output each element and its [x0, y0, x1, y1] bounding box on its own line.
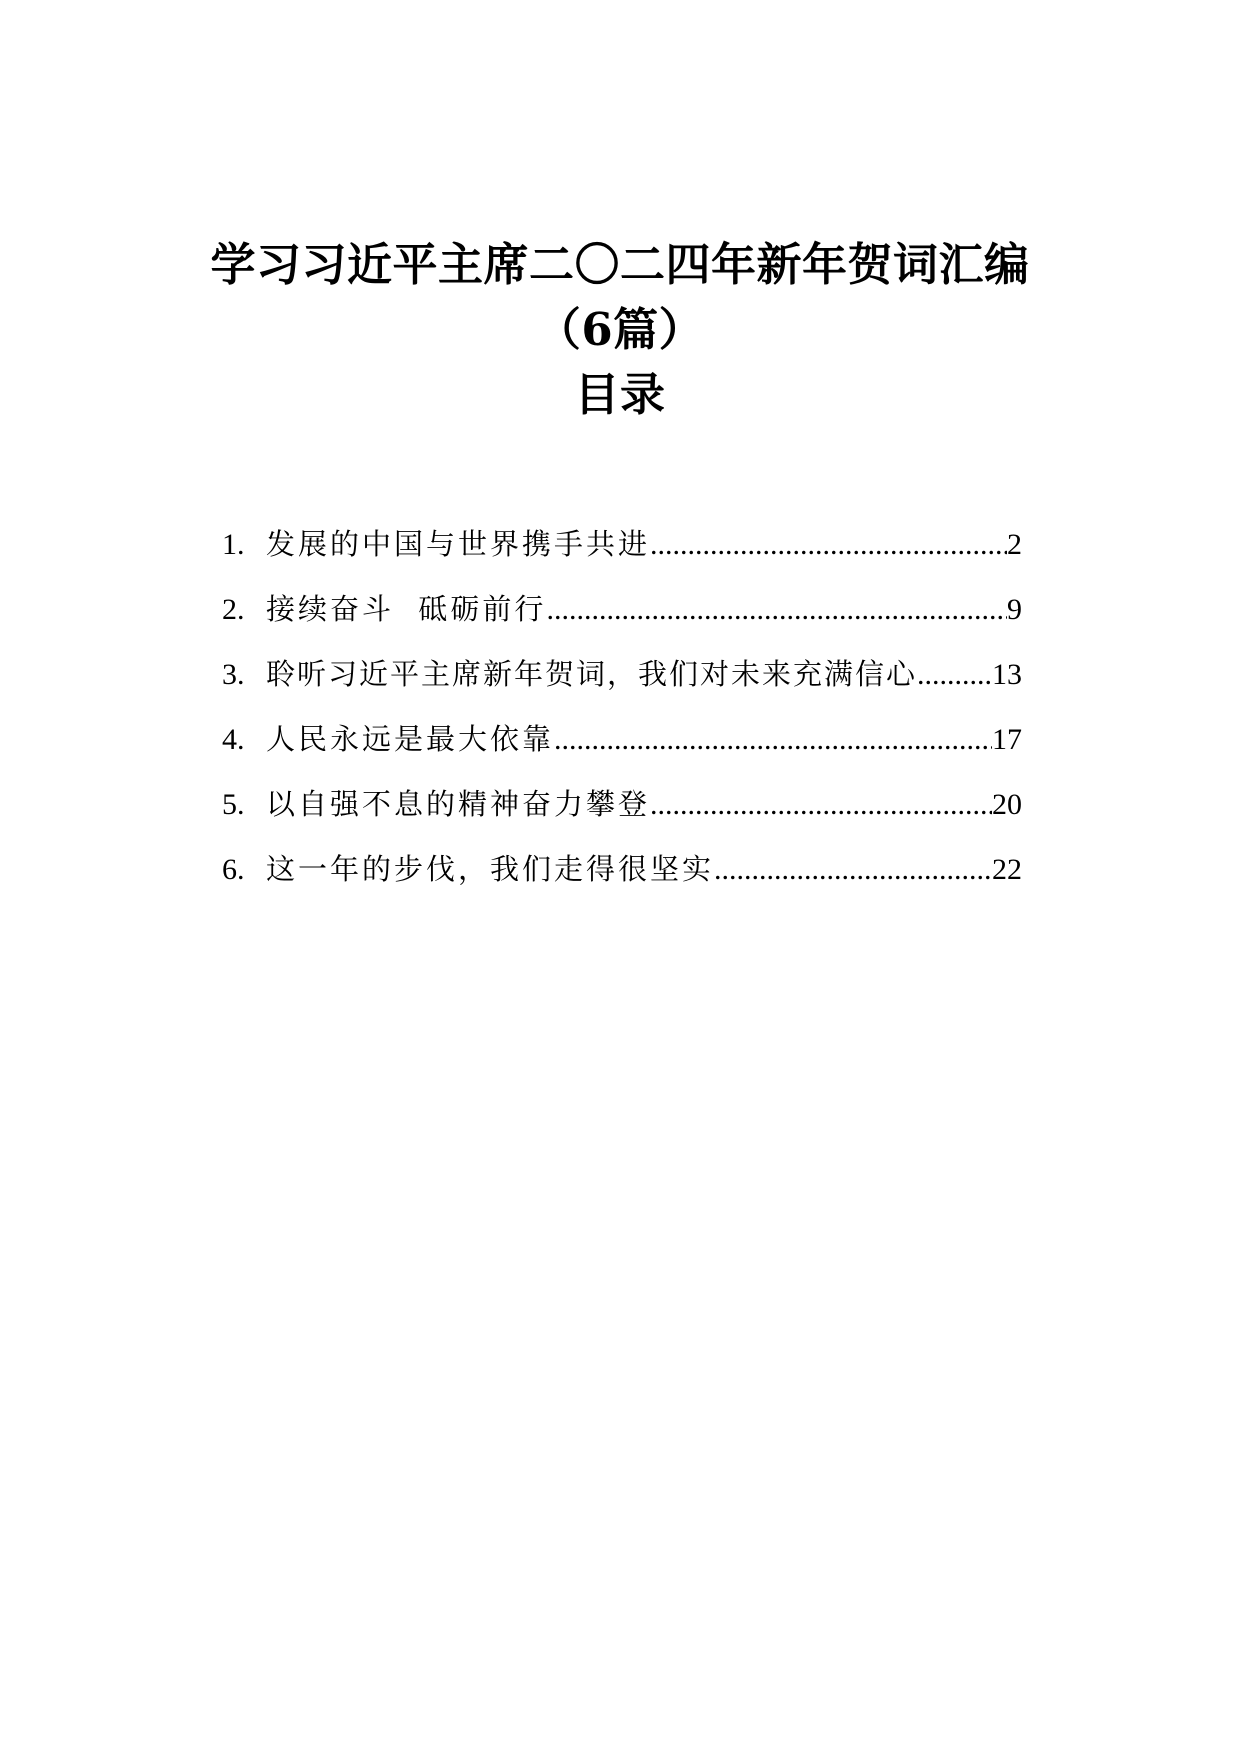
- toc-entry-2[interactable]: [222, 577, 1022, 642]
- document-title: [0, 232, 1240, 427]
- toc-entry-number: 6.: [222, 853, 245, 886]
- toc-entry-title: 聆听习近平主席新年贺词，我们对未来充满信心: [266, 657, 918, 691]
- title-main: 学习习近平主席二〇二四年新年贺词汇编: [210, 238, 1030, 291]
- toc-entry-3[interactable]: [222, 642, 1022, 707]
- toc-dot-leader: [554, 707, 992, 772]
- toc-entry-number: 2.: [222, 593, 245, 626]
- toc-entry-page: 17: [992, 723, 1022, 756]
- toc-entry-page: 20: [992, 788, 1022, 821]
- toc-entry-number: 3.: [222, 658, 245, 691]
- toc-entry-title: 这一年的步伐，我们走得很坚实: [266, 852, 715, 886]
- toc-dot-leader: [650, 512, 1007, 577]
- toc-entry-title: 人民永远是最大依靠: [266, 722, 555, 756]
- toc-dot-leader: [650, 772, 992, 837]
- toc-dot-leader: [714, 837, 992, 902]
- toc-dot-leader: [917, 642, 992, 707]
- toc-entry-page: 22: [992, 853, 1022, 886]
- title-count: （6篇）: [535, 303, 705, 356]
- table-of-contents: [222, 512, 1022, 902]
- toc-entry-title: 发展的中国与世界携手共进: [266, 527, 651, 561]
- toc-dot-leader: [546, 577, 1007, 642]
- toc-entry-number: 4.: [222, 723, 245, 756]
- toc-entry-number: 5.: [222, 788, 245, 821]
- toc-entry-page: 9: [1007, 593, 1022, 626]
- toc-entry-number: 1.: [222, 528, 245, 561]
- toc-entry-6[interactable]: [222, 837, 1022, 902]
- toc-entry-page: 2: [1007, 528, 1022, 561]
- toc-entry-1[interactable]: [222, 512, 1022, 577]
- toc-entry-title: 以自强不息的精神奋力攀登: [266, 787, 651, 821]
- toc-heading: 目录: [574, 368, 666, 421]
- toc-entry-title: 接续奋斗 砥砺前行: [266, 592, 547, 626]
- toc-entry-page: 13: [992, 658, 1022, 691]
- toc-entry-4[interactable]: [222, 707, 1022, 772]
- toc-entry-5[interactable]: [222, 772, 1022, 837]
